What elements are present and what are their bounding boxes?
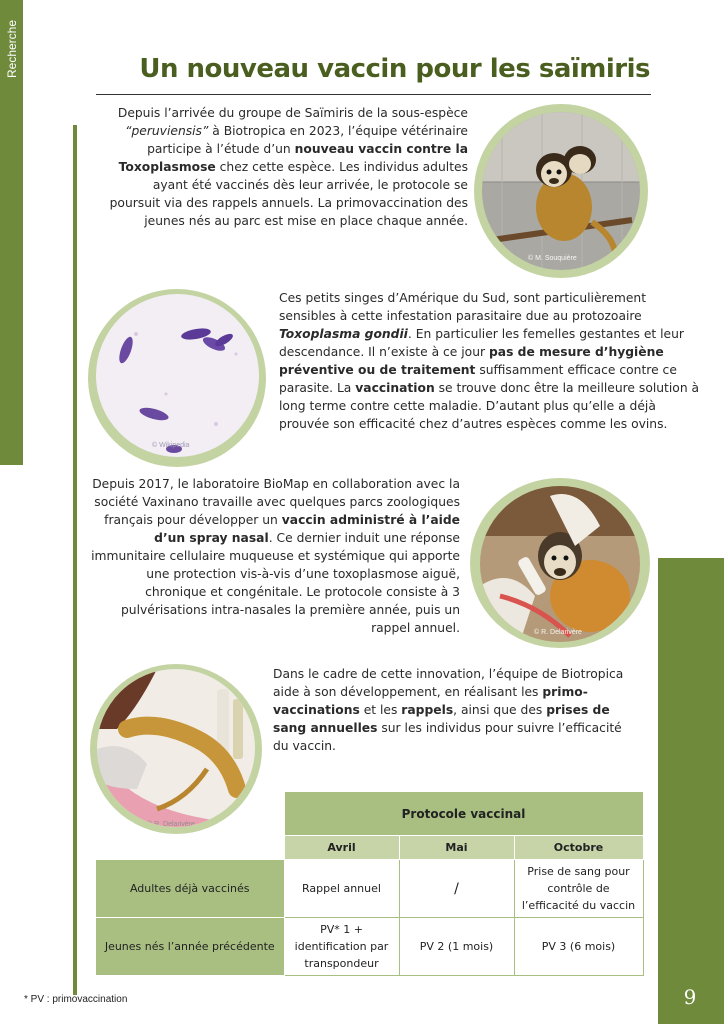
footnote: * PV : primovaccination — [24, 994, 128, 1005]
paragraph-biomap: Depuis 2017, le laboratoire BioMap en collaboration avec la société Vaxinano travaille avec quelques parcs zoologiques français pour développer un vaccin administré à l’aide d’un spray nasal. Ce dernier induit une réponse immunitaire cellulaire muqueuse et systémique qui apporte une protection vis-à-vis d’une toxoplasmose aiguë, chronique et congénitale. Le protocole consiste à 3 pulvérisations intra-nasales la première année, puis un rappel annuel. — [91, 477, 460, 635]
row-label-young: Jeunes nés l’année précédente — [96, 918, 285, 976]
column-header-avril: Avril — [284, 836, 399, 860]
accent-vertical-line — [73, 125, 77, 995]
column-header-octobre: Octobre — [514, 836, 643, 860]
section-label: Recherche — [5, 19, 19, 79]
table-cell: / — [399, 860, 514, 918]
protocol-table — [95, 791, 644, 976]
page-number: 9 — [683, 985, 697, 1009]
column-header-mai: Mai — [399, 836, 514, 860]
right-accent-bar — [658, 558, 724, 1024]
table-cell: Rappel annuel — [284, 860, 399, 918]
photo-nasal-spray — [480, 486, 640, 642]
photo-credit: © Wikipedia — [152, 442, 190, 449]
photo-credit: © M. Souquière — [528, 255, 577, 262]
paragraph-intro: Depuis l’arrivée du groupe de Saïmiris de la sous-espèce “peruviensis” à Biotropica en 2023, l’équipe vétérinaire participe à l’étude d’un nouveau vaccin contre la Toxoplasmose chez cette espèce. Les individus adultes ayant été vaccinés dès leur arrivée, le protocole se poursuit via des rappels annuels. La primovaccination des jeunes nés au parc est mise en place chaque année. — [109, 106, 468, 228]
page-title: Un nouveau vaccin pour les saïmiris — [139, 54, 650, 84]
photo-toxoplasma-micrograph — [96, 294, 259, 457]
paragraph-toxoplasmosis: Ces petits singes d’Amérique du Sud, sont particulièrement sensibles à cette infestation parasitaire due au protozoaire Toxoplasma gondii. En particulier les femelles gestantes et leur descendance. Il n’existe à ce jour pas de mesure d’hygiène préventive ou de traitement suffisamment efficace contre ce parasite. La vaccination se trouve donc être la meilleure solution à long terme contre cette maladie. D’autant plus qu’elle a déjà prouvée son efficacité chez d’autres espèces comme les ovins. — [279, 291, 700, 431]
photo-squirrel-monkeys — [482, 112, 640, 270]
table-row — [96, 860, 644, 918]
table-cell: PV 2 (1 mois) — [399, 918, 514, 976]
table-cell: PV 3 (6 mois) — [514, 918, 643, 976]
section-side-tab — [0, 0, 23, 465]
table-row — [96, 918, 644, 976]
table-cell: PV* 1 + identification par transpondeur — [284, 918, 399, 976]
table-title: Protocole vaccinal — [284, 792, 643, 836]
title-divider — [96, 94, 651, 95]
photo-credit: © R. Delarivère — [147, 821, 195, 827]
paragraph-biotropica-role: Dans le cadre de cette innovation, l’équipe de Biotropica aide à son développement, en réalisant les primo-vaccinations et les rappels, ainsi que des prises de sang annuelles sur les individus pour suivre l’efficacité du vaccin. — [273, 667, 624, 753]
row-label-adults: Adultes déjà vaccinés — [96, 860, 285, 918]
photo-credit: © R. Delarivère — [534, 629, 582, 636]
table-cell: Prise de sang pour contrôle de l’efficacité du vaccin — [514, 860, 643, 918]
